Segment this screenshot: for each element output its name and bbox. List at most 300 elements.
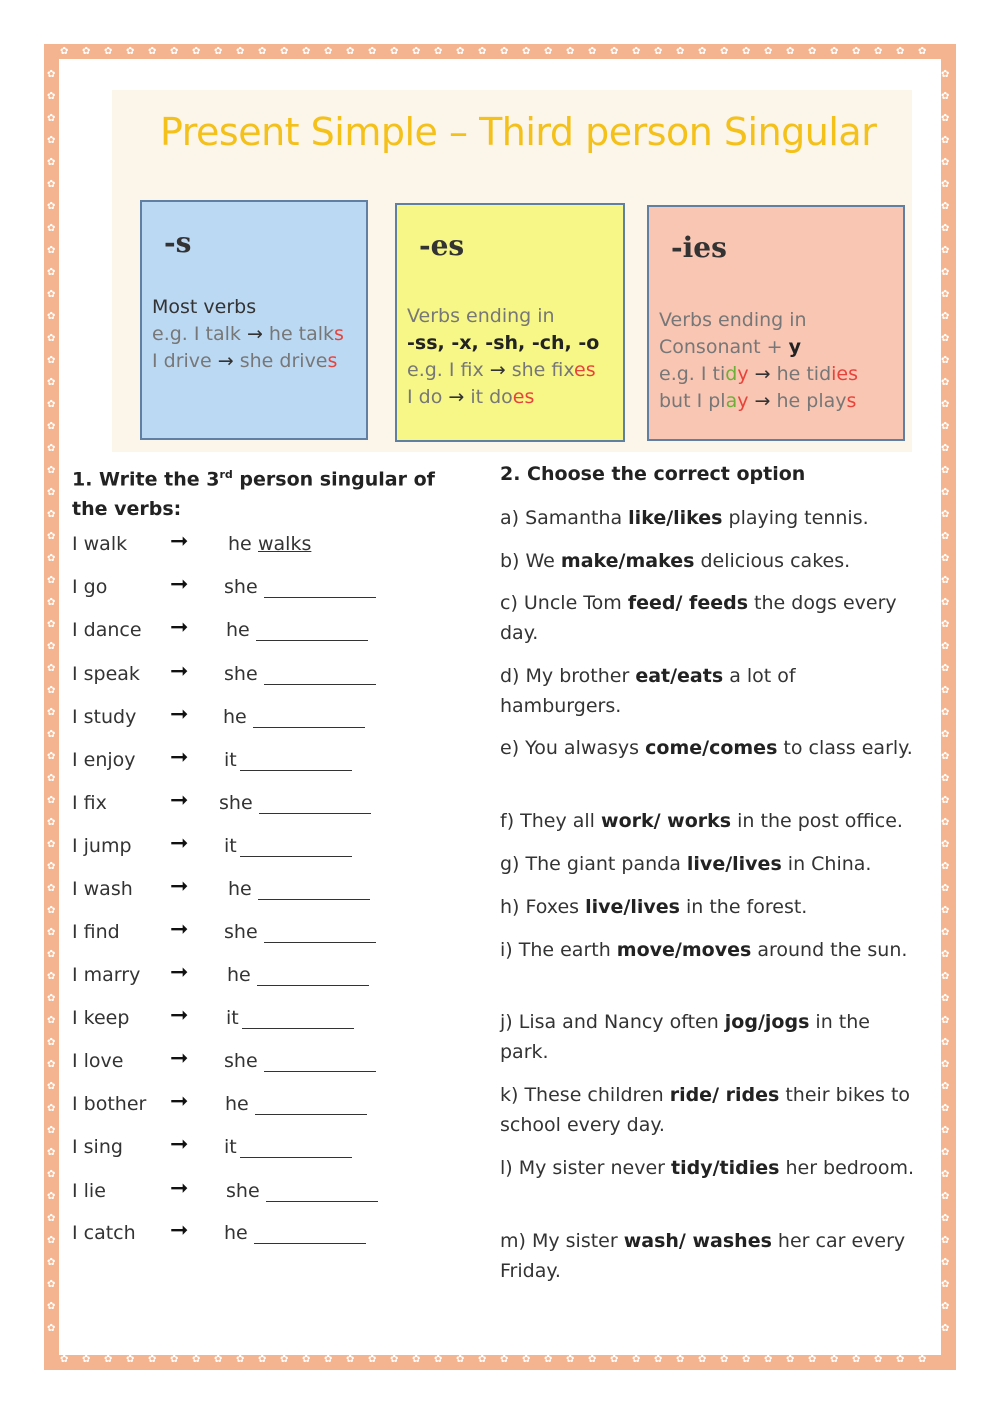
pronoun: he (227, 964, 251, 986)
border-flower-icon: ✿ (47, 597, 56, 608)
border-flower-icon: ✿ (941, 399, 950, 410)
border-flower-icon: ✿ (456, 1354, 465, 1365)
border-flower-icon: ✿ (698, 46, 707, 57)
border-flower-icon: ✿ (47, 421, 56, 432)
border-flower-icon: ✿ (280, 46, 289, 57)
pronoun: he (226, 619, 250, 641)
border-flower-icon: ✿ (47, 1103, 56, 1114)
example-line-2: I do → it does (407, 386, 535, 408)
arrow-icon: → (217, 350, 234, 372)
border-flower-icon: ✿ (941, 443, 950, 454)
border-flower-icon: ✿ (47, 707, 56, 718)
question-item: l) My sister never tidy/tidies her bedroom. (500, 1157, 915, 1179)
border-flower-icon: ✿ (47, 443, 56, 454)
border-flower-icon: ✿ (941, 861, 950, 872)
rule-title: Verbs ending in (659, 309, 807, 331)
border-flower-icon: ✿ (434, 1354, 443, 1365)
border-flower-icon: ✿ (941, 1235, 950, 1246)
border-flower-icon: ✿ (941, 927, 950, 938)
base-verb: I go (72, 576, 108, 598)
border-flower-icon: ✿ (632, 1354, 641, 1365)
border-flower-icon: ✿ (47, 245, 56, 256)
answer-blank[interactable] (264, 942, 376, 943)
border-flower-icon: ✿ (742, 46, 751, 57)
border-flower-icon: ✿ (47, 641, 56, 652)
border-flower-icon: ✿ (941, 597, 950, 608)
border-flower-icon: ✿ (941, 377, 950, 388)
border-flower-icon: ✿ (104, 1354, 113, 1365)
rule-title: Verbs ending in (407, 305, 555, 327)
border-flower-icon: ✿ (852, 46, 861, 57)
base-verb: I bother (72, 1093, 147, 1115)
pronoun: she (219, 792, 253, 814)
border-flower-icon: ✿ (896, 1354, 905, 1365)
answer-blank[interactable] (255, 1114, 367, 1115)
border-flower-icon: ✿ (47, 179, 56, 190)
border-flower-icon: ✿ (941, 135, 950, 146)
border-flower-icon: ✿ (941, 1257, 950, 1268)
border-flower-icon: ✿ (941, 707, 950, 718)
border-flower-icon: ✿ (478, 1354, 487, 1365)
exercise1-heading: 1. Write the 3rd person singular of the verbs: (72, 468, 435, 521)
border-flower-icon: ✿ (60, 46, 69, 57)
border-flower-icon: ✿ (941, 993, 950, 1004)
border-flower-icon: ✿ (47, 377, 56, 388)
arrow-icon: ➞ (170, 874, 189, 899)
border-flower-icon: ✿ (47, 883, 56, 894)
rule-title: Most verbs (152, 296, 257, 318)
pronoun: she (224, 663, 258, 685)
border-flower-icon: ✿ (874, 1354, 883, 1365)
verb-row (72, 1218, 402, 1248)
answer-options[interactable]: make/makes (560, 550, 695, 572)
border-flower-icon: ✿ (346, 46, 355, 57)
rule-text (152, 294, 344, 375)
border-flower-icon: ✿ (47, 311, 56, 322)
border-flower-icon: ✿ (47, 751, 56, 762)
border-flower-icon: ✿ (47, 135, 56, 146)
border-flower-icon: ✿ (192, 1354, 201, 1365)
exercise2-heading: 2. Choose the correct option (500, 463, 806, 485)
answer-blank[interactable] (240, 770, 352, 771)
example-line-1: e.g. I tidy → he tidies (659, 363, 859, 385)
border-flower-icon: ✿ (698, 1354, 707, 1365)
verb-row (72, 529, 402, 559)
arrow-icon: → (489, 359, 506, 381)
border-flower-icon: ✿ (941, 223, 950, 234)
verb-row (72, 1046, 402, 1076)
answer-options[interactable]: ride/ rides (669, 1084, 780, 1106)
example-line-2: but I play → he plays (659, 390, 857, 412)
border-flower-icon: ✿ (941, 795, 950, 806)
arrow-icon: ➞ (170, 572, 189, 597)
border-flower-icon: ✿ (874, 46, 883, 57)
border-flower-icon: ✿ (47, 685, 56, 696)
verb-row (72, 615, 402, 645)
answer-options[interactable]: eat/eats (635, 665, 724, 687)
border-flower-icon: ✿ (47, 927, 56, 938)
border-flower-icon: ✿ (192, 46, 201, 57)
question-item: a) Samantha like/likes playing tennis. (500, 507, 869, 529)
border-flower-icon: ✿ (941, 69, 950, 80)
pronoun: it (224, 749, 237, 771)
border-flower-icon: ✿ (544, 1354, 553, 1365)
border-flower-icon: ✿ (47, 487, 56, 498)
border-flower-icon: ✿ (941, 839, 950, 850)
verb-row (72, 1132, 402, 1162)
border-flower-icon: ✿ (47, 1235, 56, 1246)
verb-row (72, 572, 402, 602)
answer-blank[interactable] (264, 597, 376, 598)
border-flower-icon: ✿ (302, 1354, 311, 1365)
border-flower-icon: ✿ (500, 46, 509, 57)
base-verb: I enjoy (72, 749, 136, 771)
answer-options[interactable]: wash/ washes (623, 1230, 772, 1252)
border-flower-icon: ✿ (47, 817, 56, 828)
border-flower-icon: ✿ (47, 465, 56, 476)
border-flower-icon: ✿ (47, 157, 56, 168)
border-flower-icon: ✿ (236, 46, 245, 57)
border-flower-icon: ✿ (47, 839, 56, 850)
border-flower-icon: ✿ (941, 531, 950, 542)
arrow-icon: ➞ (170, 615, 189, 640)
border-flower-icon: ✿ (941, 685, 950, 696)
border-flower-icon: ✿ (941, 729, 950, 740)
border-flower-icon: ✿ (47, 1059, 56, 1070)
answer-blank[interactable] (256, 640, 368, 641)
border-flower-icon: ✿ (720, 46, 729, 57)
arrow-icon: ➞ (170, 1003, 189, 1028)
answer-text: walks (258, 533, 312, 555)
border-flower-icon: ✿ (941, 1037, 950, 1048)
border-flower-icon: ✿ (47, 333, 56, 344)
border-flower-icon: ✿ (47, 1279, 56, 1290)
border-flower-icon: ✿ (60, 1354, 69, 1365)
endings-list: -ss, -x, -sh, -ch, -o (407, 332, 600, 354)
border-flower-icon: ✿ (654, 46, 663, 57)
base-verb: I catch (72, 1222, 136, 1244)
border-flower-icon: ✿ (918, 1354, 927, 1365)
example-line-1: e.g. I talk → he talks (152, 323, 344, 345)
border-flower-icon: ✿ (941, 179, 950, 190)
arrow-icon: ➞ (170, 917, 189, 942)
border-flower-icon: ✿ (941, 1147, 950, 1158)
answer-blank[interactable] (257, 985, 369, 986)
example-line-2: I drive → she drives (152, 350, 338, 372)
border-flower-icon: ✿ (47, 971, 56, 982)
border-flower-icon: ✿ (941, 817, 950, 828)
border-flower-icon: ✿ (941, 1103, 950, 1114)
pronoun: she (226, 1180, 260, 1202)
border-flower-icon: ✿ (148, 1354, 157, 1365)
verb-row (72, 874, 402, 904)
question-item: m) My sister wash/ washes her car every Friday. (500, 1230, 906, 1282)
border-flower-icon: ✿ (941, 465, 950, 476)
border-flower-icon: ✿ (412, 46, 421, 57)
border-flower-icon: ✿ (47, 267, 56, 278)
border-flower-icon: ✿ (830, 46, 839, 57)
border-flower-icon: ✿ (434, 46, 443, 57)
border-flower-icon: ✿ (941, 157, 950, 168)
arrow-icon: → (754, 390, 771, 412)
pronoun: it (224, 1136, 237, 1158)
answer-blank[interactable] (253, 727, 365, 728)
answer-options[interactable]: tidy/tidies (671, 1157, 780, 1179)
border-flower-icon: ✿ (852, 1354, 861, 1365)
border-flower-icon: ✿ (47, 1037, 56, 1048)
border-flower-icon: ✿ (390, 46, 399, 57)
border-flower-icon: ✿ (148, 46, 157, 57)
border-flower-icon: ✿ (47, 1015, 56, 1026)
border-flower-icon: ✿ (47, 1323, 56, 1334)
border-flower-icon: ✿ (47, 399, 56, 410)
border-flower-icon: ✿ (941, 289, 950, 300)
verb-row (72, 960, 402, 990)
border-flower-icon: ✿ (126, 46, 135, 57)
answer-options[interactable]: work/ works (601, 810, 732, 832)
border-flower-icon: ✿ (47, 905, 56, 916)
border-flower-icon: ✿ (47, 69, 56, 80)
border-flower-icon: ✿ (47, 113, 56, 124)
border-flower-icon: ✿ (47, 1125, 56, 1136)
answer-options[interactable]: jog/jogs (724, 1011, 810, 1033)
verb-row (72, 917, 402, 947)
border-flower-icon: ✿ (918, 46, 927, 57)
border-flower-icon: ✿ (941, 311, 950, 322)
border-flower-icon: ✿ (47, 91, 56, 102)
question-item: e) You alwasys come/comes to class early. (500, 737, 913, 759)
border-flower-icon: ✿ (544, 46, 553, 57)
border-flower-icon: ✿ (47, 201, 56, 212)
question-item: b) We make/makes delicious cakes. (500, 550, 851, 572)
border-flower-icon: ✿ (47, 1191, 56, 1202)
border-flower-icon: ✿ (368, 1354, 377, 1365)
border-flower-icon: ✿ (676, 1354, 685, 1365)
question-item: d) My brother eat/eats a lot of hamburgers. (500, 665, 796, 717)
border-flower-icon: ✿ (941, 619, 950, 630)
border-flower-icon: ✿ (280, 1354, 289, 1365)
border-flower-icon: ✿ (47, 1301, 56, 1312)
base-verb: I lie (72, 1180, 106, 1202)
arrow-icon: ➞ (170, 1046, 189, 1071)
border-flower-icon: ✿ (941, 333, 950, 344)
border-flower-icon: ✿ (610, 46, 619, 57)
verb-row (72, 1176, 402, 1206)
question-item: f) They all work/ works in the post office. (500, 810, 903, 832)
rules-header (112, 90, 912, 452)
base-verb: I keep (72, 1007, 130, 1029)
arrow-icon: ➞ (170, 831, 189, 856)
border-flower-icon: ✿ (566, 1354, 575, 1365)
border-flower-icon: ✿ (47, 1213, 56, 1224)
answer-blank[interactable] (242, 1028, 354, 1029)
border-flower-icon: ✿ (522, 1354, 531, 1365)
border-flower-icon: ✿ (47, 355, 56, 366)
border-flower-icon: ✿ (47, 993, 56, 1004)
border-flower-icon: ✿ (47, 575, 56, 586)
border-flower-icon: ✿ (941, 1169, 950, 1180)
base-verb: I marry (72, 964, 141, 986)
rule-card-es (395, 203, 625, 442)
pronoun: he (225, 1093, 249, 1115)
arrow-icon: ➞ (170, 529, 189, 554)
border-flower-icon: ✿ (941, 949, 950, 960)
border-flower-icon: ✿ (764, 1354, 773, 1365)
answer-blank[interactable] (254, 1243, 366, 1244)
border-flower-icon: ✿ (941, 905, 950, 916)
border-flower-icon: ✿ (47, 1169, 56, 1180)
border-flower-icon: ✿ (258, 1354, 267, 1365)
rule-text (659, 307, 858, 415)
verb-row (72, 659, 402, 689)
border-flower-icon: ✿ (47, 619, 56, 630)
rule-card-ies (647, 205, 905, 441)
border-flower-icon: ✿ (941, 1213, 950, 1224)
answer-blank[interactable] (240, 856, 352, 857)
border-flower-icon: ✿ (588, 1354, 597, 1365)
answer-blank[interactable] (266, 1201, 378, 1202)
border-flower-icon: ✿ (478, 46, 487, 57)
border-flower-icon: ✿ (104, 46, 113, 57)
border-flower-icon: ✿ (941, 91, 950, 102)
verb-row (72, 1089, 402, 1119)
border-flower-icon: ✿ (47, 949, 56, 960)
arrow-icon: ➞ (170, 1089, 189, 1114)
answer-blank[interactable] (259, 813, 371, 814)
suffix-label: -es (419, 229, 465, 262)
border-flower-icon: ✿ (82, 46, 91, 57)
border-flower-icon: ✿ (170, 1354, 179, 1365)
rule-line-2: Consonant + y (659, 336, 802, 358)
verb-row (72, 831, 402, 861)
border-flower-icon: ✿ (654, 1354, 663, 1365)
border-flower-icon: ✿ (346, 1354, 355, 1365)
answer-options[interactable]: move/moves (616, 939, 752, 961)
border-flower-icon: ✿ (214, 1354, 223, 1365)
base-verb: I sing (72, 1136, 123, 1158)
border-flower-icon: ✿ (47, 553, 56, 564)
verb-row (72, 1003, 402, 1033)
pronoun: she (224, 576, 258, 598)
example-line-1: e.g. I fix → she fixes (407, 359, 596, 381)
border-flower-icon: ✿ (896, 46, 905, 57)
base-verb: I dance (72, 619, 142, 641)
border-flower-icon: ✿ (170, 46, 179, 57)
question-item: h) Foxes live/lives in the forest. (500, 896, 808, 918)
border-flower-icon: ✿ (941, 509, 950, 520)
border-flower-icon: ✿ (941, 971, 950, 982)
arrow-icon: ➞ (170, 1176, 189, 1201)
base-verb: I love (72, 1050, 124, 1072)
border-flower-icon: ✿ (941, 113, 950, 124)
border-flower-icon: ✿ (47, 223, 56, 234)
border-flower-icon: ✿ (500, 1354, 509, 1365)
question-item: c) Uncle Tom feed/ feeds the dogs every day. (500, 592, 897, 644)
border-flower-icon: ✿ (720, 1354, 729, 1365)
page-title: Present Simple – Third person Singular (160, 110, 877, 154)
rule-text (407, 303, 599, 411)
pronoun: he (228, 533, 252, 555)
border-flower-icon: ✿ (941, 575, 950, 586)
base-verb: I wash (72, 878, 133, 900)
border-flower-icon: ✿ (632, 46, 641, 57)
border-flower-icon: ✿ (941, 553, 950, 564)
answer-options[interactable]: live/lives (585, 896, 680, 918)
border-flower-icon: ✿ (610, 1354, 619, 1365)
answer-blank[interactable] (264, 1071, 376, 1072)
answer-options[interactable]: live/lives (686, 853, 782, 875)
border-flower-icon: ✿ (522, 46, 531, 57)
pronoun: it (224, 835, 237, 857)
border-flower-icon: ✿ (786, 46, 795, 57)
answer-options[interactable]: feed/ feeds (627, 592, 749, 614)
border-flower-icon: ✿ (941, 245, 950, 256)
border-flower-icon: ✿ (82, 1354, 91, 1365)
border-flower-icon: ✿ (941, 201, 950, 212)
border-flower-icon: ✿ (47, 795, 56, 806)
rule-card-s (140, 200, 368, 440)
base-verb: I jump (72, 835, 132, 857)
border-flower-icon: ✿ (47, 531, 56, 542)
pronoun: he (228, 878, 252, 900)
border-flower-icon: ✿ (566, 46, 575, 57)
border-flower-icon: ✿ (47, 663, 56, 674)
border-flower-icon: ✿ (941, 641, 950, 652)
border-flower-icon: ✿ (786, 1354, 795, 1365)
border-flower-icon: ✿ (47, 729, 56, 740)
border-flower-icon: ✿ (941, 487, 950, 498)
verb-row (72, 745, 402, 775)
answer-blank[interactable] (258, 899, 370, 900)
border-flower-icon: ✿ (808, 46, 817, 57)
border-flower-icon: ✿ (324, 46, 333, 57)
answer-blank[interactable] (264, 684, 376, 685)
arrow-icon: ➞ (170, 1218, 189, 1243)
question-item: j) Lisa and Nancy often jog/jogs in the park. (500, 1011, 870, 1063)
border-flower-icon: ✿ (941, 883, 950, 894)
pronoun: it (226, 1007, 239, 1029)
pronoun: she (224, 921, 258, 943)
border-flower-icon: ✿ (368, 46, 377, 57)
arrow-icon: → (246, 323, 263, 345)
border-flower-icon: ✿ (676, 46, 685, 57)
border-flower-icon: ✿ (47, 1081, 56, 1092)
border-flower-icon: ✿ (941, 267, 950, 278)
border-flower-icon: ✿ (941, 1191, 950, 1202)
arrow-icon: ➞ (170, 745, 189, 770)
question-item: k) These children ride/ rides their bikes to school every day. (500, 1084, 911, 1136)
arrow-icon: → (448, 386, 465, 408)
pronoun: he (224, 1222, 248, 1244)
border-flower-icon: ✿ (941, 1125, 950, 1136)
answer-blank[interactable] (240, 1157, 352, 1158)
arrow-icon: → (754, 363, 771, 385)
border-flower-icon: ✿ (324, 1354, 333, 1365)
border-flower-icon: ✿ (214, 46, 223, 57)
suffix-label: -s (164, 226, 192, 259)
base-verb: I find (72, 921, 120, 943)
border-flower-icon: ✿ (47, 861, 56, 872)
answer-options[interactable]: like/likes (628, 507, 723, 529)
border-flower-icon: ✿ (941, 1081, 950, 1092)
verb-row (72, 788, 402, 818)
arrow-icon: ➞ (170, 960, 189, 985)
border-flower-icon: ✿ (47, 289, 56, 300)
base-verb: I fix (72, 792, 107, 814)
border-flower-icon: ✿ (764, 46, 773, 57)
answer-options[interactable]: come/comes (645, 737, 778, 759)
border-flower-icon: ✿ (47, 1147, 56, 1158)
